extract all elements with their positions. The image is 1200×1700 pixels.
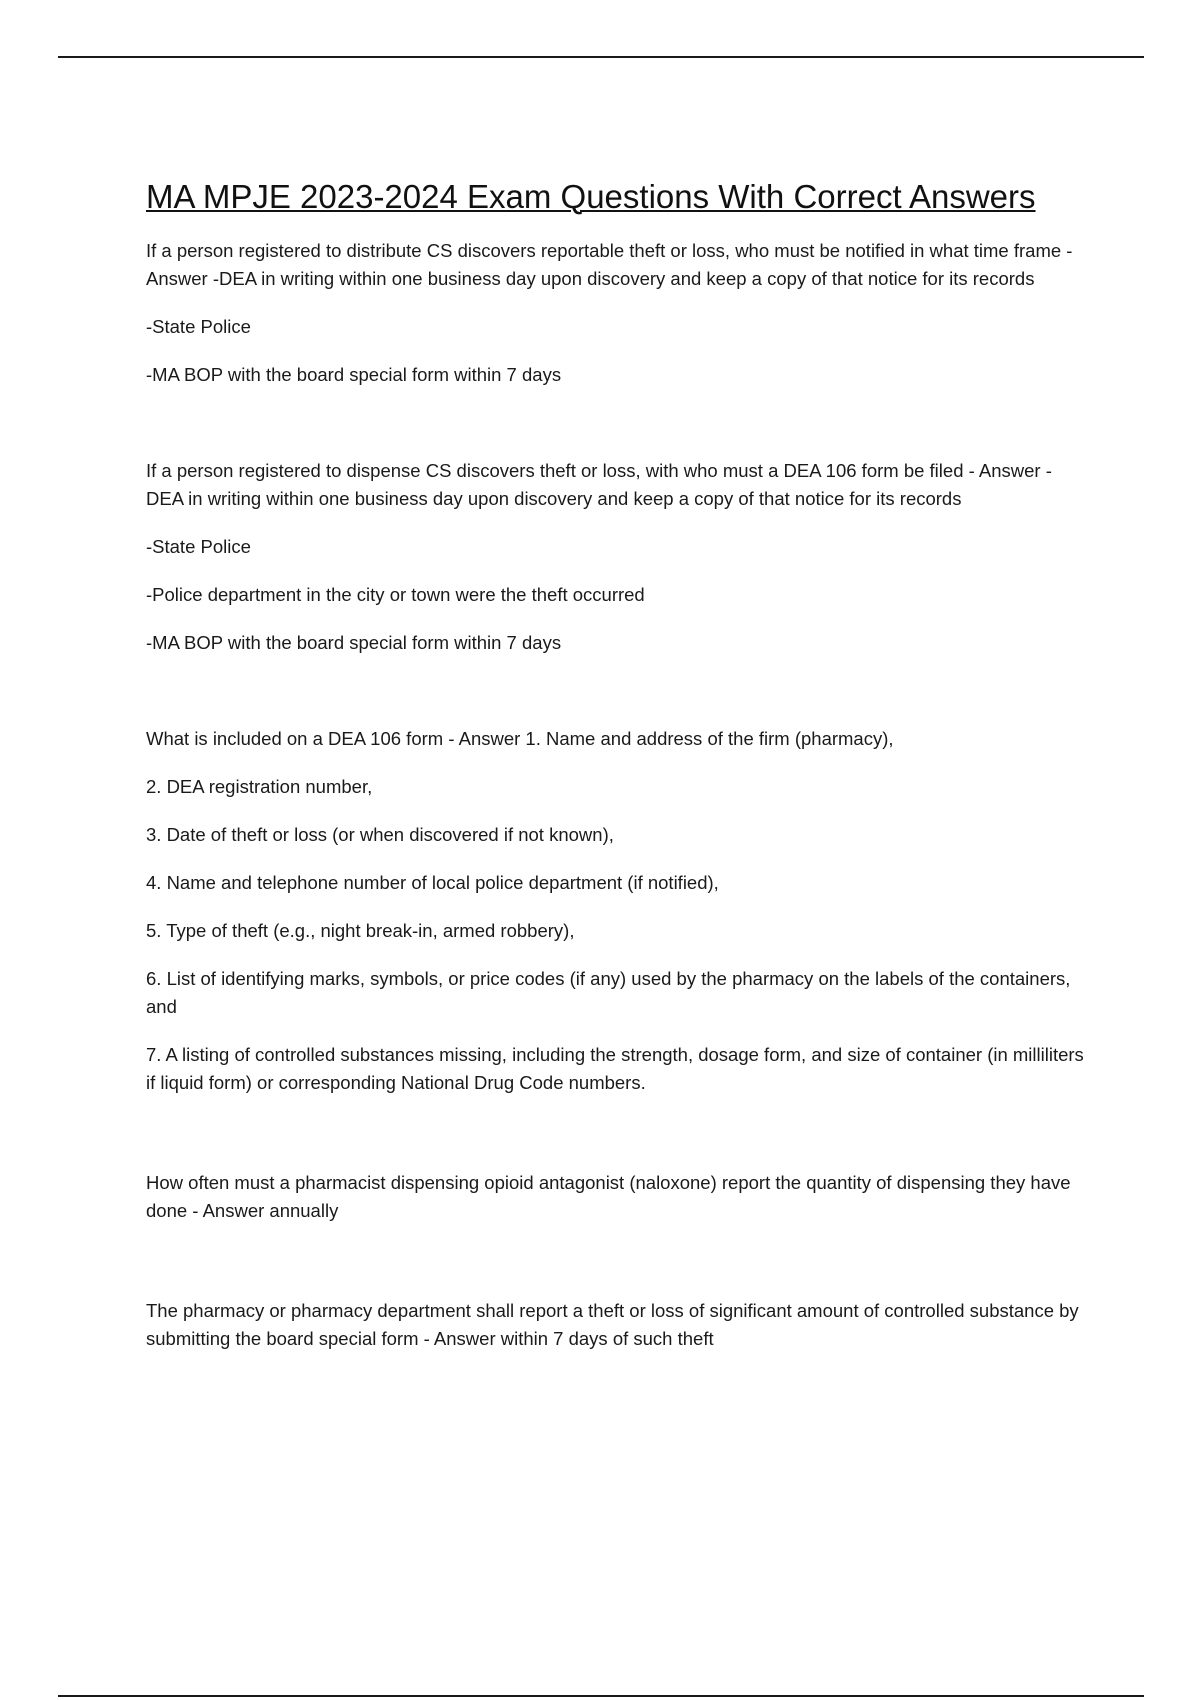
list-item: 7. A listing of controlled substances missing, including the strength, dosage form, and size of container (in milliliters if liquid form) or corresponding National Drug Code numbers. bbox=[146, 1044, 1084, 1093]
header-rule bbox=[58, 56, 1144, 58]
question-paragraph: If a person registered to dispense CS discovers theft or loss, with who must a DEA 106 form be filed - Answer -DEA in writing within one business day upon discovery and keep a copy of that notice for its records bbox=[146, 460, 1052, 509]
document-title: MA MPJE 2023-2024 Exam Questions With Correct Answers bbox=[146, 178, 1036, 215]
question-paragraph: If a person registered to distribute CS discovers reportable theft or loss, who must be notified in what time frame - Answer -DEA in writing within one business day upon discovery and keep a copy of that notice for its records bbox=[146, 240, 1073, 289]
section-spacer bbox=[146, 677, 1086, 725]
section-spacer bbox=[146, 409, 1086, 457]
section-spacer bbox=[146, 1245, 1086, 1297]
answer-line: -Police department in the city or town were the theft occurred bbox=[146, 584, 645, 605]
question-section-5 bbox=[146, 1297, 1086, 1353]
list-item: 3. Date of theft or loss (or when discovered if not known), bbox=[146, 824, 614, 845]
question-section-1 bbox=[146, 237, 1086, 389]
document-body bbox=[146, 178, 1086, 1373]
list-item: 5. Type of theft (e.g., night break-in, armed robbery), bbox=[146, 920, 575, 941]
list-item: 4. Name and telephone number of local police department (if notified), bbox=[146, 872, 719, 893]
question-section-3 bbox=[146, 725, 1086, 1097]
footer-rule bbox=[58, 1695, 1144, 1697]
answer-line: -State Police bbox=[146, 316, 251, 337]
section-spacer bbox=[146, 1117, 1086, 1169]
question-paragraph: What is included on a DEA 106 form - Answer 1. Name and address of the firm (pharmacy), bbox=[146, 728, 894, 749]
list-item: 2. DEA registration number, bbox=[146, 776, 373, 797]
list-item: 6. List of identifying marks, symbols, or price codes (if any) used by the pharmacy on the labels of the containers, and bbox=[146, 968, 1071, 1017]
question-paragraph: How often must a pharmacist dispensing opioid antagonist (naloxone) report the quantity of dispensing they have done - Answer annually bbox=[146, 1172, 1071, 1221]
answer-line: -MA BOP with the board special form within 7 days bbox=[146, 364, 562, 385]
question-section-2 bbox=[146, 457, 1086, 657]
answer-line: -MA BOP with the board special form within 7 days bbox=[146, 632, 562, 653]
question-paragraph: The pharmacy or pharmacy department shall report a theft or loss of significant amount of controlled substance by submitting the board special form - Answer within 7 days of such theft bbox=[146, 1300, 1079, 1349]
answer-line: -State Police bbox=[146, 536, 251, 557]
question-section-4 bbox=[146, 1169, 1086, 1225]
